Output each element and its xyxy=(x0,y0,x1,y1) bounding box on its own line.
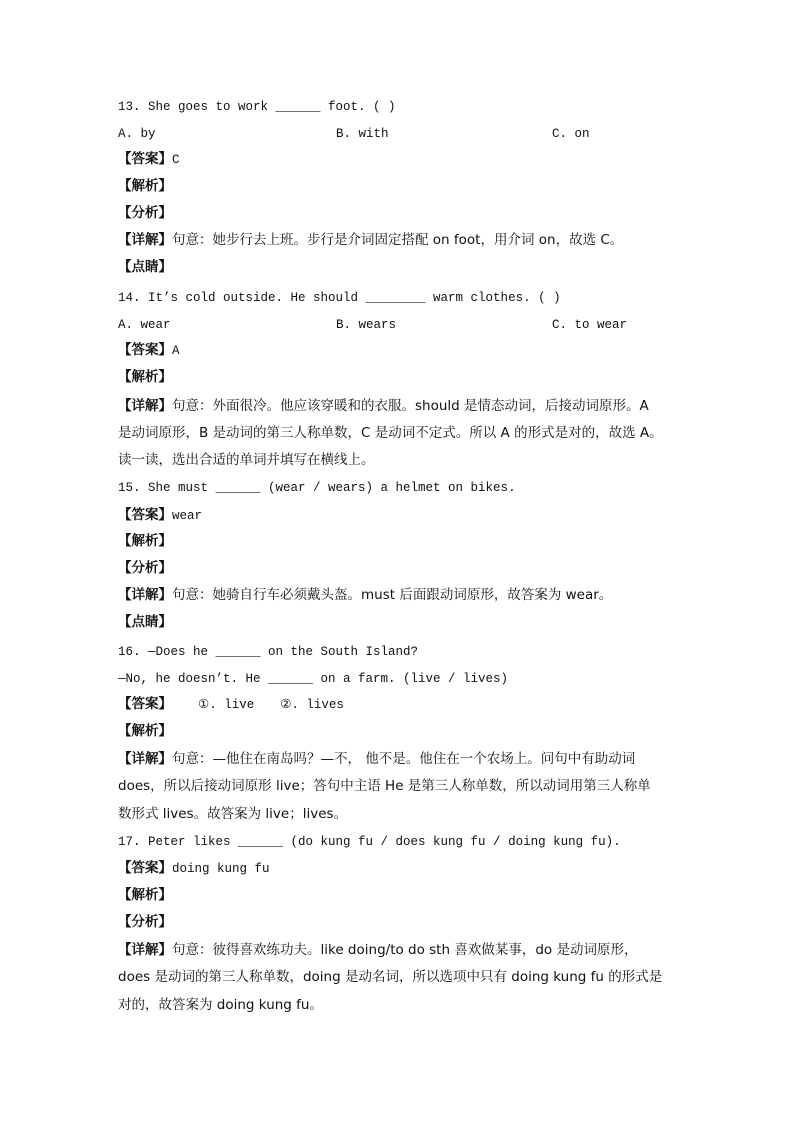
q17-stem: 17. Peter likes ______ (do kung fu / does kung fu / doing kung fu). xyxy=(118,835,621,849)
q15-detail-row xyxy=(118,585,612,606)
q16-answer-row xyxy=(118,694,344,715)
q13-option-c: C. on xyxy=(552,127,590,141)
q17-answer-row xyxy=(118,858,270,879)
q13-option-a: A. by xyxy=(118,127,156,141)
detail-label: 【详解】 xyxy=(118,751,172,767)
q15-answer-row xyxy=(118,505,202,526)
q13-detail: 句意：她步行去上班。步行是介词固定搭配 on foot，用介词 on，故选 C。 xyxy=(172,232,624,248)
q13-option-b: B. with xyxy=(336,127,389,141)
detail-label: 【详解】 xyxy=(118,232,172,248)
q14-answer-row xyxy=(118,340,180,361)
q17-detail-3: 对的，故答案为 doing kung fu。 xyxy=(118,997,323,1013)
q17-analysis-label: 【解析】 xyxy=(118,887,172,903)
q13-answer-row xyxy=(118,149,180,170)
q13-breakdown-label: 【分析】 xyxy=(118,205,172,221)
q13-comment-label: 【点睛】 xyxy=(118,259,172,275)
q13-analysis-label: 【解析】 xyxy=(118,178,172,194)
section-instruction: 读一读，选出合适的单词并填写在横线上。 xyxy=(118,452,375,468)
q17-detail-row xyxy=(118,940,637,961)
answer-label: 【答案】 xyxy=(118,507,172,523)
q17-detail-2: does 是动词的第三人称单数，doing 是动名词，所以选项中只有 doing kung fu 的形式是 xyxy=(118,969,663,985)
q14-detail-1: 句意：外面很冷。他应该穿暖和的衣服。should 是情态动词，后接动词原形。A xyxy=(172,398,649,414)
q14-option-b: B. wears xyxy=(336,318,397,332)
q14-detail-2: 是动词原形，B 是动词的第三人称单数，C 是动词不定式。所以 A 的形式是对的，故选 A。 xyxy=(118,425,663,441)
q13-detail-row xyxy=(118,230,623,251)
q15-detail: 句意：她骑自行车必须戴头盔。must 后面跟动词原形，故答案为 wear。 xyxy=(172,587,613,603)
q14-option-a: A. wear xyxy=(118,318,171,332)
q16-stem-2: —No, he doesn’t. He ______ on a farm. (live / lives) xyxy=(118,672,509,686)
q14-stem: 14. It’s cold outside. He should ________ warm clothes. ( ) xyxy=(118,291,561,305)
answer-label: 【答案】 xyxy=(118,860,172,876)
q16-answer-1: ①. live xyxy=(198,698,255,712)
q16-detail-1: 句意：—他住在南岛吗？—不， 他不是。他住在一个农场上。问句中有助动词 xyxy=(172,751,636,767)
detail-label: 【详解】 xyxy=(118,942,172,958)
q14-analysis-label: 【解析】 xyxy=(118,369,172,385)
q16-stem-1: 16. —Does he ______ on the South Island? xyxy=(118,645,419,659)
q14-answer: A xyxy=(172,344,180,358)
q16-detail-3: 数形式 lives。故答案为 live；lives。 xyxy=(118,806,348,822)
detail-label: 【详解】 xyxy=(118,398,172,414)
q16-answer-2: ②. lives xyxy=(280,698,344,712)
answer-label: 【答案】 xyxy=(118,696,172,712)
answer-label: 【答案】 xyxy=(118,151,172,167)
detail-label: 【详解】 xyxy=(118,587,172,603)
q17-breakdown-label: 【分析】 xyxy=(118,914,172,930)
q16-detail-2: does，所以后接动词原形 live；答句中主语 He 是第三人称单数，所以动词用第三人称单 xyxy=(118,778,651,794)
q13-answer: C xyxy=(172,153,180,167)
q15-answer: wear xyxy=(172,509,203,523)
q14-option-c: C. to wear xyxy=(552,318,628,332)
q15-comment-label: 【点睛】 xyxy=(118,614,172,630)
q13-stem: 13. She goes to work ______ foot. ( ) xyxy=(118,100,396,114)
q15-analysis-label: 【解析】 xyxy=(118,533,172,549)
answer-label: 【答案】 xyxy=(118,342,172,358)
q17-answer: doing kung fu xyxy=(172,862,270,876)
q16-analysis-label: 【解析】 xyxy=(118,723,172,739)
q16-detail-row xyxy=(118,749,635,770)
q17-detail-1: 句意：彼得喜欢练功夫。like doing/to do sth 喜欢做某事，do 是动词原形， xyxy=(172,942,638,958)
q14-detail-row xyxy=(118,396,649,417)
q15-stem: 15. She must ______ (wear / wears) a helmet on bikes. xyxy=(118,481,516,495)
q15-breakdown-label: 【分析】 xyxy=(118,560,172,576)
